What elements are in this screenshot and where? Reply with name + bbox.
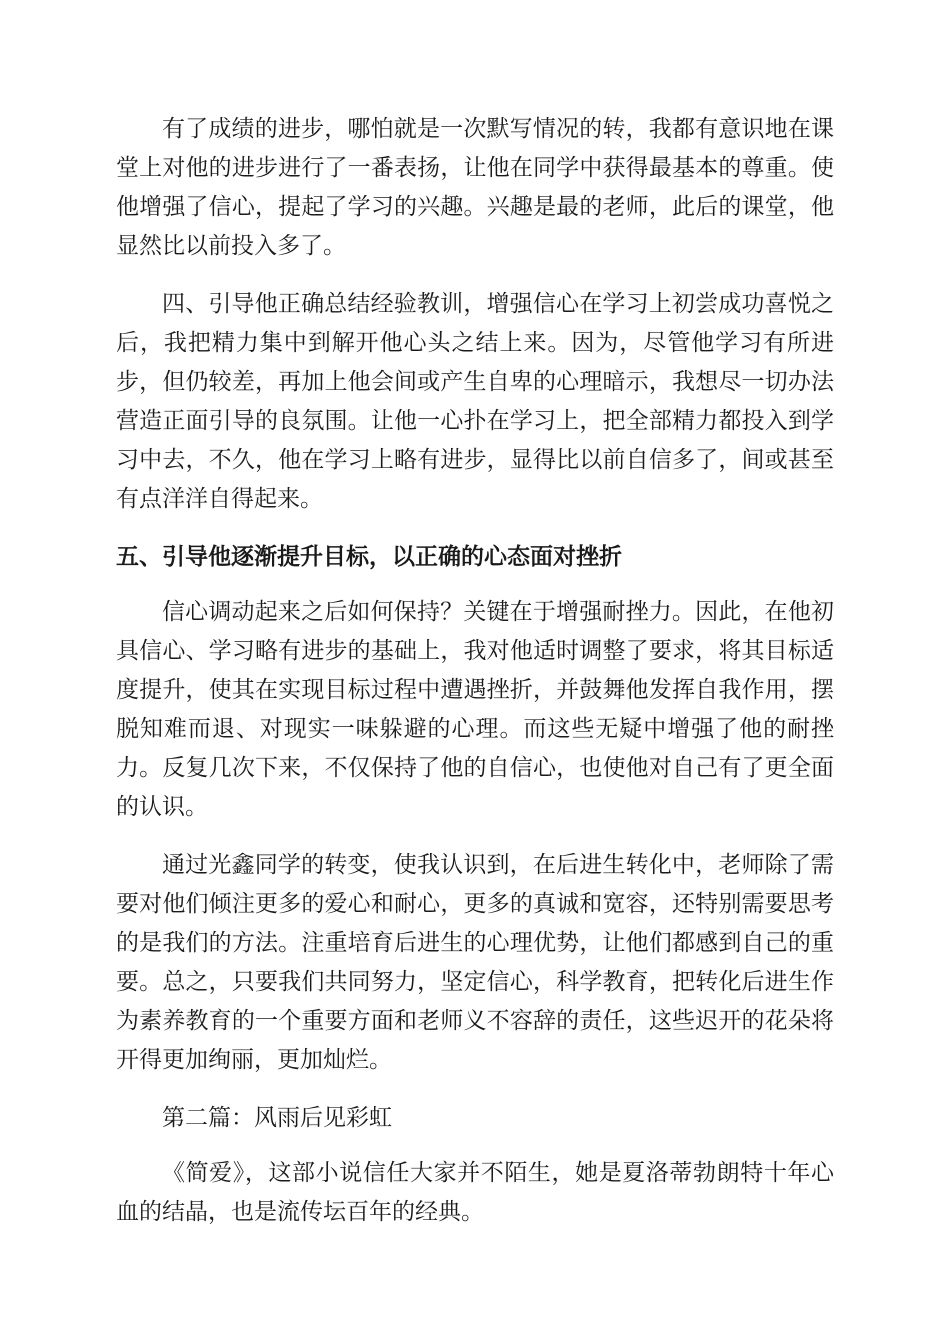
document-body — [116, 110, 834, 1251]
paragraph-progress-praise: 有了成绩的进步，哪怕就是一次默写情况的转，我都有意识地在课堂上对他的进步进行了一番表扬，让他在同学中获得最基本的尊重。使他增强了信心，提起了学习的兴趣。兴趣是最的老师，此后的课堂，他显然比以前投入多了。 — [116, 116, 834, 259]
paragraph-jane-eyre: 《简爱》，这部小说信任大家并不陌生，她是夏洛蒂勃朗特十年心血的结晶，也是流传坛百年的经典。 — [116, 1160, 834, 1225]
paragraph-conclusion: 通过光鑫同学的转变，使我认识到，在后进生转化中，老师除了需要对他们倾注更多的爱心和耐心，更多的真诚和宽容，还特别需要思考的是我们的方法。注重培育后进生的心理优势，让他们都感到自己的重要。总之，只要我们共同努力，坚定信心，科学教育，把转化后进生作为素养教育的一个重要方面和老师义不容辞的责任，这些迟开的花朵将开得更加绚丽，更加灿烂。 — [116, 852, 834, 1073]
paragraph-frustration-tolerance: 信心调动起来之后如何保持？关键在于增强耐挫力。因此，在他初具信心、学习略有进步的基础上，我对他适时调整了要求，将其目标适度提升，使其在实现目标过程中遭遇挫折，并鼓舞他发挥自我作用，摆脱知难而退、对现实一味躲避的心理。而这些无疑中增强了他的耐挫力。反复几次下来，不仅保持了他的自信心，也使他对自己有了更全面的认识。 — [116, 599, 834, 820]
paragraph-section-four: 四、引导他正确总结经验教训，增强信心在学习上初尝成功喜悦之后，我把精力集中到解开他心头之结上来。因为，尽管他学习有所进步，但仍较差，再加上他会间或产生自卑的心理暗示，我想尽一切办法营造正面引导的良氛围。让他一心扑在学习上，把全部精力都投入到学习中去，不久，他在学习上略有进步，显得比以前自信多了，间或甚至有点洋洋自得起来。 — [116, 291, 834, 512]
section-heading-five: 五、引导他逐渐提升目标，以正确的心态面对挫折 — [116, 544, 622, 570]
chapter-title-second: 第二篇：风雨后见彩虹 — [162, 1105, 392, 1131]
